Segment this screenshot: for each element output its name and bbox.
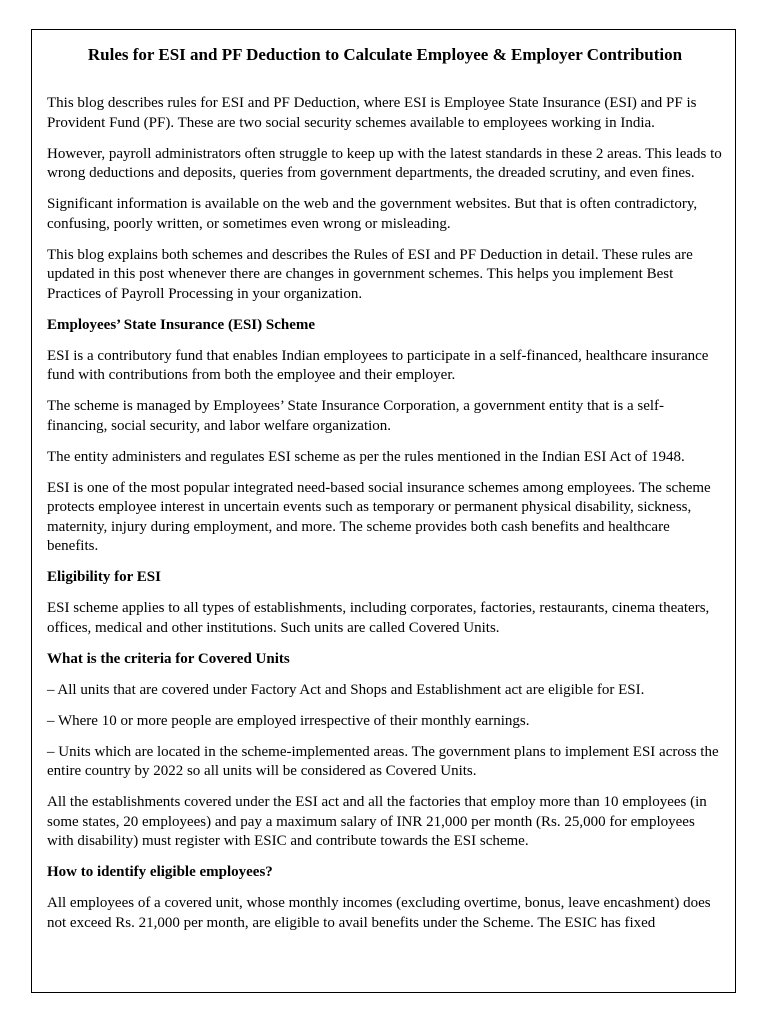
body-paragraph: All the establishments covered under the ESI act and all the factories that employ more than 10 employees (in some states, 20 employees) and pay a maximum salary of INR 21,000 per month (Rs. 25,000 for employees with disability) must register with ESIC and contribute towards the ESI scheme. [47, 794, 707, 849]
section-heading-esi-scheme: Employees’ State Insurance (ESI) Scheme [47, 316, 316, 333]
section-heading-covered-units: What is the criteria for Covered Units [47, 650, 290, 667]
section-heading-eligibility: Eligibility for ESI [47, 569, 161, 585]
body-paragraph: However, payroll administrators often struggle to keep up with the latest standards in these 2 areas. This leads to wrong deductions and deposits, queries from government departments, the dreaded scrutiny, and even fines. [47, 145, 722, 181]
criteria-item: – Where 10 or more people are employed irrespective of their monthly earnings. [47, 712, 530, 729]
body-paragraph: The entity administers and regulates ESI scheme as per the rules mentioned in the Indian ESI Act of 1948. [47, 448, 685, 465]
body-paragraph: The scheme is managed by Employees’ State Insurance Corporation, a government entity that is a self-financing, social security, and labor welfare organization. [47, 398, 665, 434]
body-paragraph: ESI is a contributory fund that enables Indian employees to participate in a self-financed, healthcare insurance fund with contributions from both the employee and their employer. [47, 347, 709, 383]
criteria-item: – All units that are covered under Factory Act and Shops and Establishment act are eligible for ESI. [47, 681, 645, 698]
body-paragraph: This blog explains both schemes and describes the Rules of ESI and PF Deduction in detail. These rules are updated in this post whenever there are changes in government schemes. This helps you implement Best Practices of Payroll Processing in your organization. [47, 246, 693, 302]
document-body [47, 44, 723, 945]
section-heading-eligible-employees: How to identify eligible employees? [47, 864, 273, 880]
criteria-item: – Units which are located in the scheme-implemented areas. The government plans to implement ESI across the entire country by 2022 so all units will be considered as Covered Units. [47, 743, 719, 779]
body-paragraph: All employees of a covered unit, whose monthly incomes (excluding overtime, bonus, leave encashment) does not exceed Rs. 21,000 per month, are eligible to avail benefits under the Scheme. The ESIC has fixed [47, 895, 711, 931]
intro-paragraph: This blog describes rules for ESI and PF Deduction, where ESI is Employee State Insurance (ESI) and PF is Provident Fund (PF). These are two social security schemes available to employees working in India. [47, 95, 697, 131]
body-paragraph: ESI scheme applies to all types of establishments, including corporates, factories, restaurants, cinema theaters, offices, medical and other institutions. Such units are called Covered Units. [47, 600, 710, 636]
body-paragraph: ESI is one of the most popular integrated need-based social insurance schemes among employees. The scheme protects employee interest in uncertain events such as temporary or permanent physical disability, sickness, maternity, injury during employment, and more. The scheme provides both cash benefits and healthcare benefits. [47, 479, 711, 554]
document-page [31, 29, 736, 993]
document-title: Rules for ESI and PF Deduction to Calculate Employee & Employer Contribution [87, 45, 683, 64]
body-paragraph: Significant information is available on the web and the government websites. But that is often contradictory, confusing, poorly written, or sometimes even wrong or misleading. [47, 196, 698, 232]
